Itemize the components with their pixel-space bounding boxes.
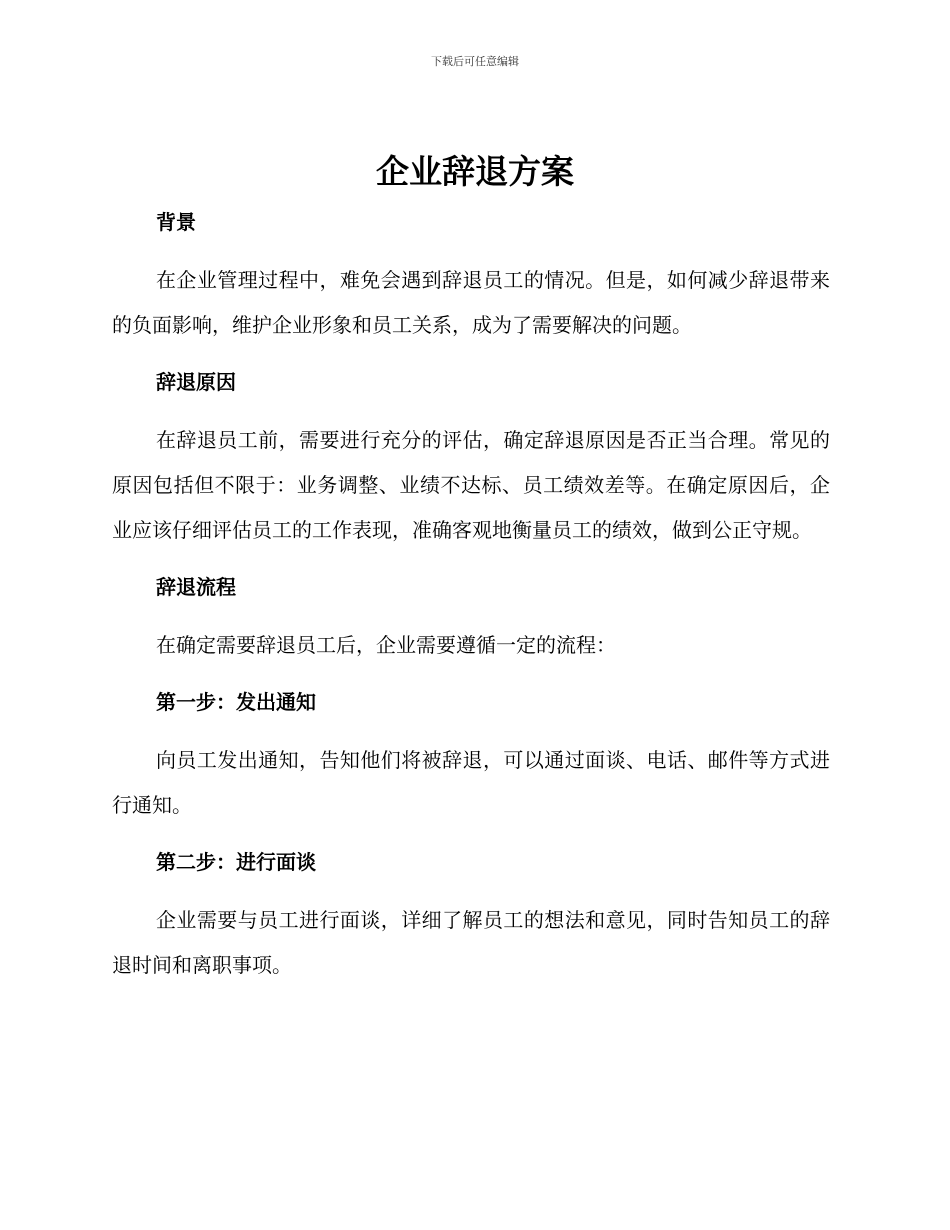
header-note: 下载后可任意编辑 xyxy=(431,55,519,68)
section-paragraph: 在辞退员工前，需要进行充分的评估，确定辞退原因是否正当合理。常见的原因包括但不限于：业务调整、业绩不达标、员工绩效差等。在确定原因后，企业应该仔细评估员工的工作表现，准确客观地衡量员工的绩效，做到公正守规。 xyxy=(112,428,830,542)
section-background xyxy=(112,198,830,358)
section-paragraph: 在企业管理过程中，难免会遇到辞退员工的情况。但是，如何减少辞退带来的负面影响，维护企业形象和员工关系，成为了需要解决的问题。 xyxy=(112,268,830,337)
document-body xyxy=(112,198,830,998)
document-title: 企业辞退方案 xyxy=(376,152,574,191)
section-dismissal-reasons xyxy=(112,358,830,563)
section-heading: 辞退原因 xyxy=(156,370,236,394)
section-paragraph: 向员工发出通知，告知他们将被辞退，可以通过面谈、电话、邮件等方式进行通知。 xyxy=(112,748,830,817)
section-heading: 第一步：发出通知 xyxy=(156,690,316,714)
section-dismissal-process xyxy=(112,563,830,678)
section-heading: 背景 xyxy=(156,210,196,234)
section-heading: 辞退流程 xyxy=(156,575,236,599)
section-paragraph: 企业需要与员工进行面谈，详细了解员工的想法和意见，同时告知员工的辞退时间和离职事项。 xyxy=(112,908,830,977)
section-heading: 第二步：进行面谈 xyxy=(156,850,316,874)
section-step-one xyxy=(112,678,830,838)
section-step-two xyxy=(112,838,830,998)
section-paragraph: 在确定需要辞退员工后，企业需要遵循一定的流程： xyxy=(156,633,616,657)
